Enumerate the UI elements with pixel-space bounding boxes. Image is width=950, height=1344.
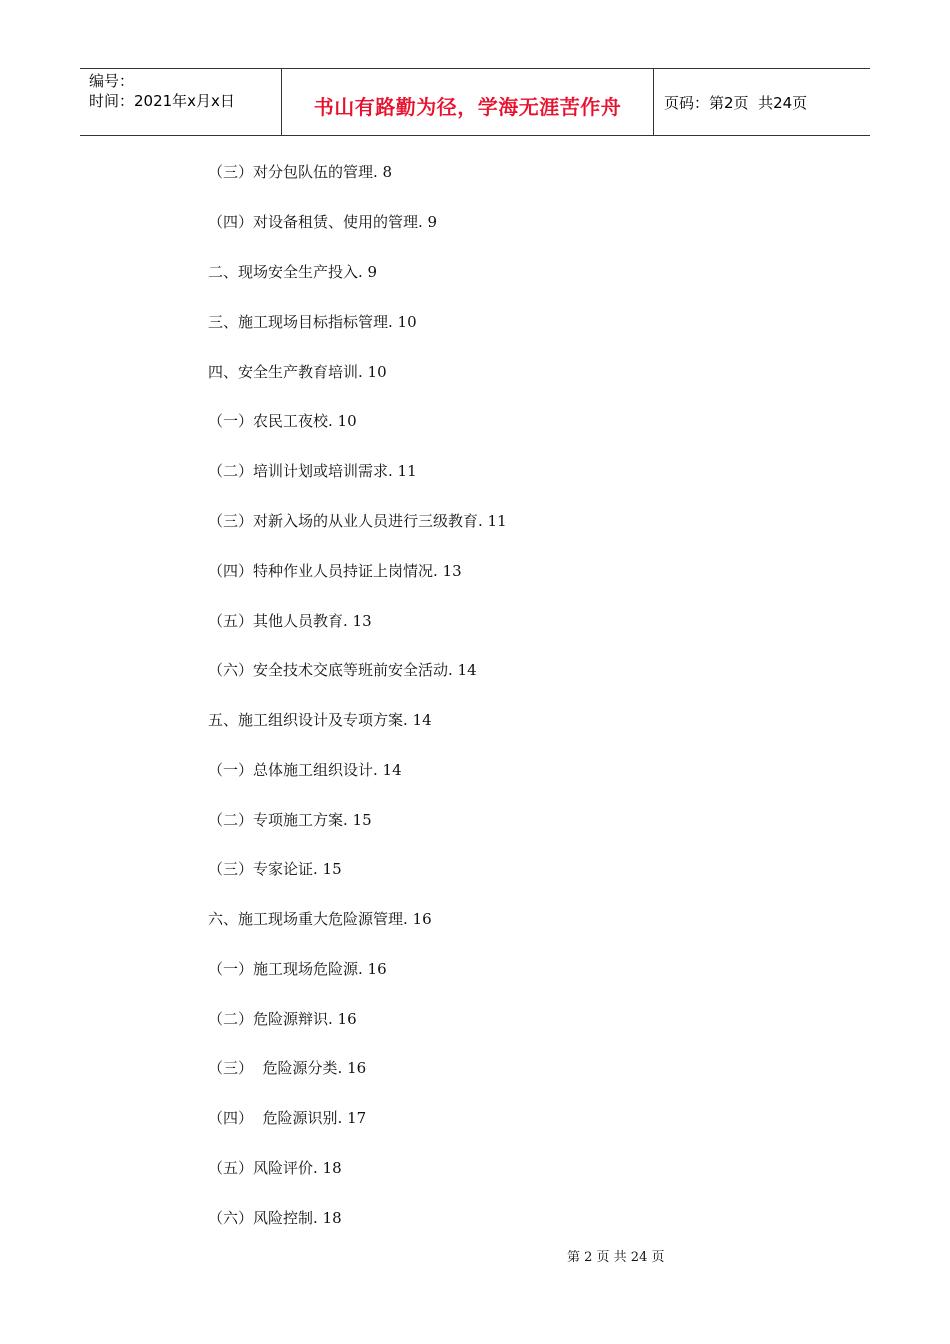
toc-item[interactable]: （三） 危险源分类. 16 [208,1059,367,1077]
toc-item[interactable]: 二、现场安全生产投入. 9 [208,263,378,281]
toc-item[interactable]: （一）总体施工组织设计. 14 [208,761,402,779]
toc-item[interactable]: 六、施工现场重大危险源管理. 16 [208,910,432,928]
toc-item[interactable]: （六）风险控制. 18 [208,1209,342,1227]
toc-item[interactable]: （一）农民工夜校. 10 [208,412,357,430]
toc-item[interactable]: （一）施工现场危险源. 16 [208,960,387,978]
toc-item[interactable]: （四）对设备租赁、使用的管理. 9 [208,213,438,231]
toc-item[interactable]: 三、施工现场目标指标管理. 10 [208,313,417,331]
document-date: 时间：2021年x月x日 [89,92,235,110]
header-page-info: 页码：第2页 共24页 [664,93,808,112]
toc-item[interactable]: （四） 危险源识别. 17 [208,1109,367,1127]
toc-item[interactable]: （五）风险评价. 18 [208,1159,342,1177]
page-footer: 第 2 页 共 24 页 [567,1250,665,1265]
toc-item[interactable]: （五）其他人员教育. 13 [208,612,372,630]
toc-item[interactable]: 四、安全生产教育培训. 10 [208,363,387,381]
toc-item[interactable]: （四）特种作业人员持证上岗情况. 13 [208,562,462,580]
toc-item[interactable]: （二）危险源辩识. 16 [208,1010,357,1028]
toc-item[interactable]: （三）专家论证. 15 [208,860,342,878]
toc-item[interactable]: （六）安全技术交底等班前安全活动. 14 [208,661,477,679]
toc-item[interactable]: （三）对新入场的从业人员进行三级教育. 11 [208,512,507,530]
toc-item[interactable]: （三）对分包队伍的管理. 8 [208,163,393,181]
toc-item[interactable]: （二）培训计划或培训需求. 11 [208,462,417,480]
toc-item[interactable]: （二）专项施工方案. 15 [208,811,372,829]
document-number-label: 编号： [89,72,135,90]
header-motto: 书山有路勤为径，学海无涯苦作舟 [313,94,622,119]
toc-item[interactable]: 五、施工组织设计及专项方案. 14 [208,711,432,729]
